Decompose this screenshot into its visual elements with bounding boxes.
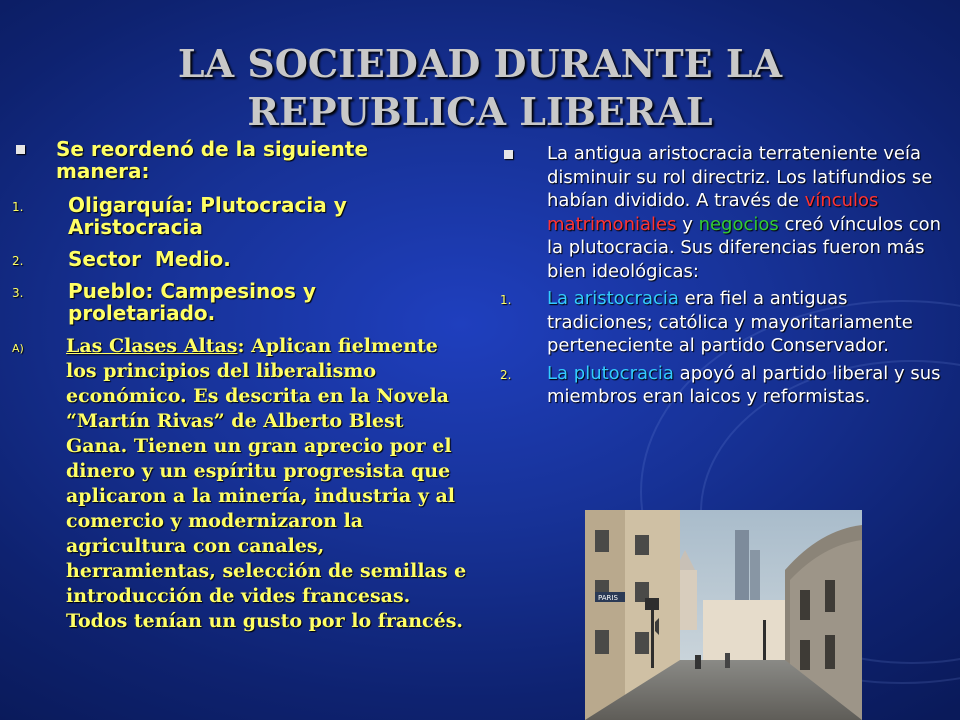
list-number: 2.: [500, 367, 512, 382]
list-item: [10, 280, 480, 324]
intro-text: Se reordenó de la siguiente manera:: [56, 137, 369, 183]
square-bullet-icon: [504, 150, 513, 159]
list-item-text: [547, 362, 942, 409]
list-item-text: Oligarquía: Plutocracia y Aristocracia: [68, 193, 347, 239]
intro-bullet: [10, 138, 480, 182]
highlight-marriage-ties: vínculos matrimoniales: [547, 190, 879, 235]
paragraph-text: y: [676, 213, 699, 235]
highlight-aristocracy: La aristocracia: [547, 288, 679, 309]
street-photo: [585, 510, 862, 720]
list-item-text: Sector Medio.: [68, 247, 231, 271]
list-number: 1.: [12, 200, 24, 214]
aristocracy-paragraph: [547, 142, 942, 283]
list-item-text: Pueblo: Campesinos y proletariado.: [68, 279, 316, 325]
highlight-business: negocios: [698, 213, 779, 235]
list-item: [10, 194, 480, 238]
paragraph-text: La antigua aristocracia terrateniente veía disminuir su rol directriz. Los latifundios se habían dividido. A través de: [547, 143, 933, 211]
aristocracy-bullet: [500, 142, 945, 283]
paragraph-text: creó vínculos con la plutocracia. Sus diferencias fueron más bien ideológicas:: [547, 213, 942, 282]
sub-item-body: : Aplican fielmente los principios del liberalismo económico. Es descrita en la Novela “Martín Rivas” de Alberto Blest Gana. Tienen un gran aprecio por el dinero y un espíritu progresista que aplicaron a la minería, industria y al comercio y modernizaron la agricultura con canales, herramientas, selección de semillas e introducción de vides francesas. Todos tenían un gusto por lo francés.: [66, 335, 467, 632]
title-line-1: LA SOCIEDAD DURANTE LA: [177, 41, 783, 86]
square-bullet-icon: [16, 145, 25, 154]
sub-item-text: [66, 334, 471, 634]
shop-sign-text: PARIS: [598, 594, 618, 602]
left-column: [10, 138, 480, 634]
list-number: 3.: [12, 286, 24, 300]
title-line-2: REPUBLICA LIBERAL: [247, 89, 713, 134]
list-item: [10, 248, 480, 270]
list-item-text: [547, 287, 942, 358]
list-number: 1.: [500, 293, 512, 307]
sub-item-heading: Las Clases Altas: [66, 335, 238, 357]
list-item: [500, 362, 945, 409]
highlight-plutocracy: La plutocracia: [547, 362, 674, 384]
sub-item: [10, 334, 480, 634]
list-item-rest: era fiel a antiguas tradiciones; católica y mayoritariamente perteneciente al partido Conservador.: [547, 288, 913, 356]
sub-item-marker: A): [12, 342, 24, 355]
right-column: [500, 142, 945, 409]
list-item-rest: apoyó al partido liberal y sus miembros eran laicos y reformistas.: [547, 362, 941, 407]
list-item: [500, 287, 945, 358]
street-scene-image: [585, 510, 862, 720]
list-number: 2.: [12, 254, 24, 268]
slide-title: [90, 40, 870, 136]
